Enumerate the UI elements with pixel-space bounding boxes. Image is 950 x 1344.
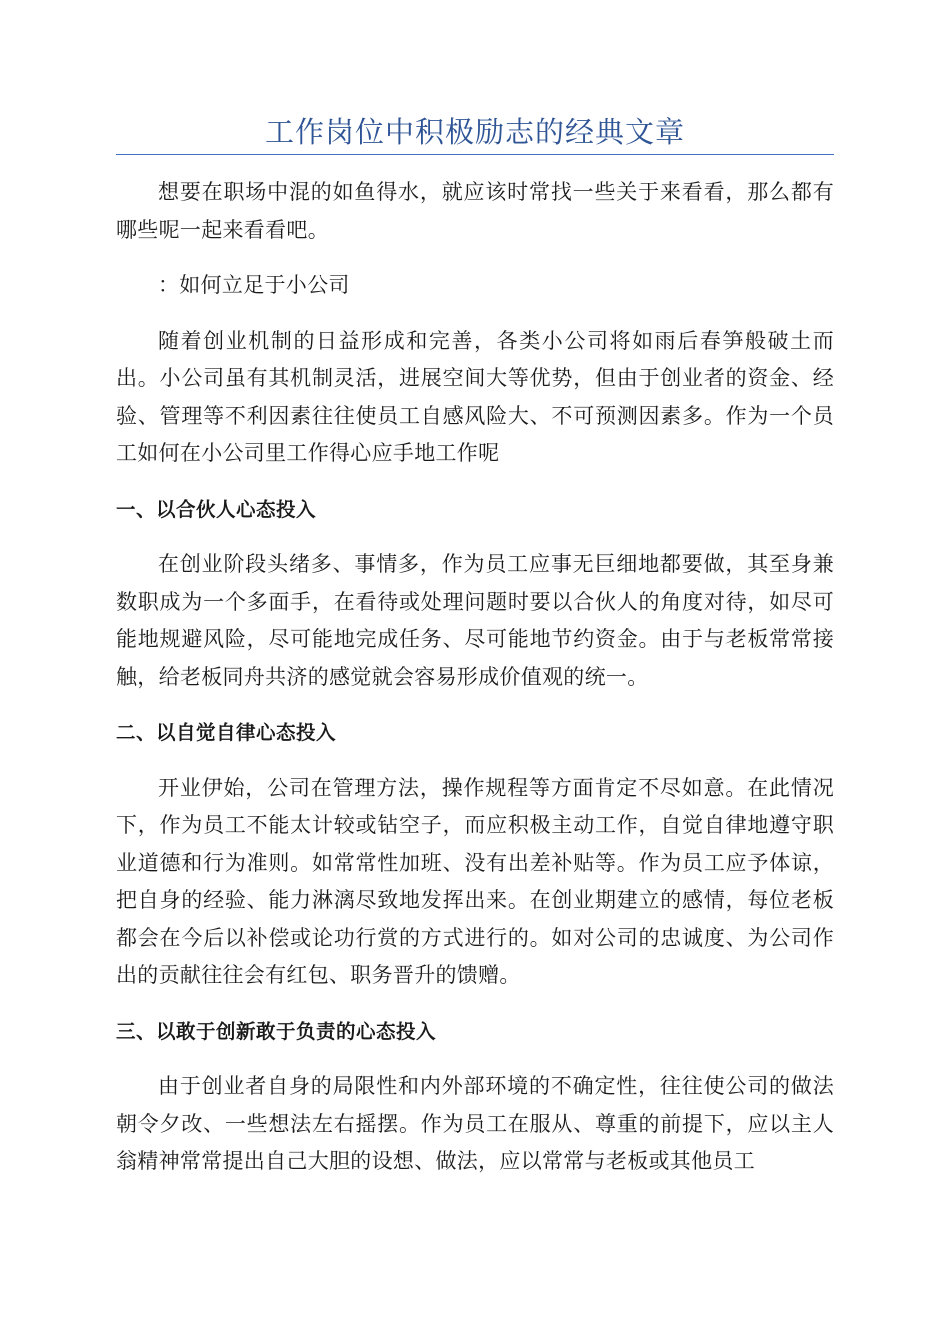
document-page xyxy=(116,112,834,1181)
document-title: 工作岗位中积极励志的经典文章 xyxy=(264,115,685,149)
section-heading-2: 二、以自觉自律心态投入 xyxy=(116,721,337,744)
spacer xyxy=(116,155,834,174)
paragraph-section-1: 在创业阶段头绪多、事情多，作为员工应事无巨细地都要做，其至身兼数职成为一个多面手，在看待或处理问题时要以合伙人的角度对待，如尽可能地规避风险，尽可能地完成任务、尽可能地节约资金。由于与老板常常接触，给老板同舟共济的感觉就会容易形成价值观的统一。 xyxy=(116,552,834,689)
paragraph-section-2: 开业伊始，公司在管理方法，操作规程等方面肯定不尽如意。在此情况下，作为员工不能太计较或钻空子，而应积极主动工作，自觉自律地遵守职业道德和行为准则。如常常性加班、没有出差补贴等。作为员工应予体谅，把自身的经验、能力淋漓尽致地发挥出来。在创业期建立的感情，每位老板都会在今后以补偿或论功行赏的方式进行的。如对公司的忠诚度、为公司作出的贡献往往会有红包、职务晋升的馈赠。 xyxy=(116,775,834,987)
paragraph-section-3: 由于创业者自身的局限性和内外部环境的不确定性，往往使公司的做法朝令夕改、一些想法左右摇摆。作为员工在服从、尊重的前提下，应以主人翁精神常常提出自己大胆的设想、做法，应以常常与老板或其他员工 xyxy=(116,1074,834,1173)
section-heading-3: 三、以敢于创新敢于负责的心态投入 xyxy=(116,1019,437,1043)
paragraph-subtitle: ：如何立足于小公司 xyxy=(158,273,350,297)
section-heading-1: 一、以合伙人心态投入 xyxy=(116,497,317,521)
paragraph-background: 随着创业机制的日益形成和完善，各类小公司将如雨后春笋般破土而出。小公司虽有其机制灵活，进展空间大等优势，但由于创业者的资金、经验、管理等不利因素往往使员工自感风险大、不可预测因素多。作为一个员工如何在小公司里工作得心应手地工作呢 xyxy=(116,328,834,465)
paragraph-intro: 想要在职场中混的如鱼得水，就应该时常找一些关于来看看，那么都有哪些呢一起来看看吧。 xyxy=(116,180,834,242)
